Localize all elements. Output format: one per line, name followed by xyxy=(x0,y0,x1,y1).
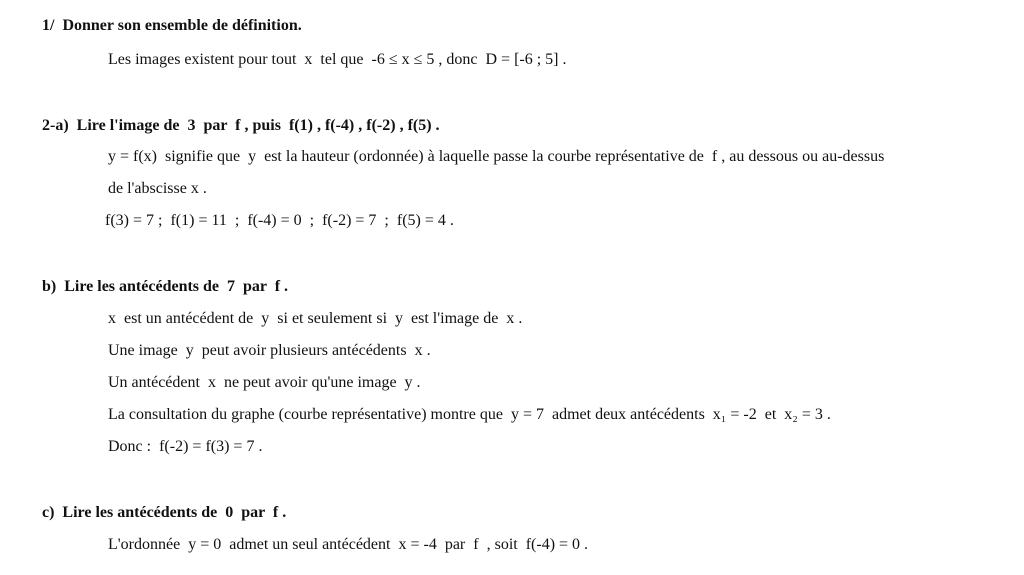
section-2c-heading: c) Lire les antécédents de 0 par f . xyxy=(42,504,287,521)
section-2b-line-3: Un antécédent x ne peut avoir qu'une image y . xyxy=(108,374,421,391)
section-2a-line-3: f(3) = 7 ; f(1) = 11 ; f(-4) = 0 ; f(-2) = 7 ; f(5) = 4 . xyxy=(105,212,454,229)
section-2a-line-1: y = f(x) signifie que y est la hauteur (ordonnée) à laquelle passe la courbe représentative de f , au dessous ou au-dessus xyxy=(108,148,885,165)
section-1-line-1: Les images existent pour tout x tel que -6 ≤ x ≤ 5 , donc D = [-6 ; 5] . xyxy=(108,51,567,68)
section-2b-line-5: Donc : f(-2) = f(3) = 7 . xyxy=(108,438,263,455)
section-1-heading: 1/ Donner son ensemble de définition. xyxy=(42,17,302,34)
section-2b-line-4: La consultation du graphe (courbe représentative) montre que y = 7 admet deux antécédents x₁ = -2 et x₂ = 3 . xyxy=(108,406,831,423)
section-2c-line-1: L'ordonnée y = 0 admet un seul antécédent x = -4 par f , soit f(-4) = 0 . xyxy=(108,536,589,553)
section-2b-line-2: Une image y peut avoir plusieurs antécédents x . xyxy=(108,342,431,359)
section-2a-heading: 2-a) Lire l'image de 3 par f , puis f(1) , f(-4) , f(-2) , f(5) . xyxy=(42,117,440,134)
section-2b-line-1: x est un antécédent de y si et seulement si y est l'image de x . xyxy=(108,310,523,327)
section-2b-heading: b) Lire les antécédents de 7 par f . xyxy=(42,278,289,295)
section-2a-line-2: de l'abscisse x . xyxy=(108,180,207,197)
